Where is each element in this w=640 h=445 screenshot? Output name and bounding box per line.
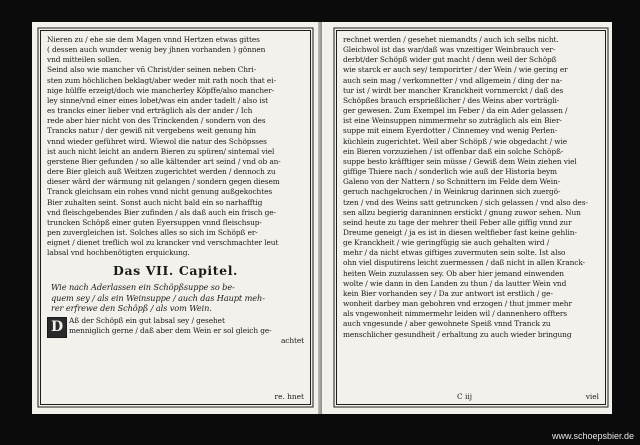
text-line: rede aber hier nicht von des Trinckenden / sondern von des xyxy=(47,116,266,126)
text-line: giffige Thiere nach / sonderlich wie auß der Historia beym xyxy=(343,167,557,177)
text-line: auch sein mag / verkomnetter / vnd allgemein / ding der na- xyxy=(343,75,563,85)
text-line: mehr / da nicht etwas giftiges zuvermuten sein solte. Ist also xyxy=(343,248,566,258)
text-line: achtet xyxy=(280,336,304,346)
text-line: Gleichwol ist das war/daß was vnzeitiger Weinbrauch ver- xyxy=(343,45,556,55)
text-line: ger gewesen. Zum Exempel im Feber / da ein Ader gelassen / xyxy=(343,106,568,116)
right-page xyxy=(322,22,612,414)
text-line: sen allzu begierig daraninnen erstickt / gnung zuwor sehen. Nun xyxy=(343,207,581,217)
left-page xyxy=(32,22,322,414)
text-line: Galeno von der Nattern / so Schnittern im Felde dem Wein- xyxy=(343,177,561,187)
text-line: ley sinne/vnd einer eines lobet/was ein ander tadelt / also ist xyxy=(47,95,269,105)
text-line: sten zum höchlichen beklagt/aber weder mit rath noch that ei- xyxy=(47,75,276,85)
text-line: heiten Wein zuzulassen sey. Ob aber hier jemand einwenden xyxy=(343,268,564,278)
text-line: als vngewonheit nimmermehr leiden wil / dannenhero offters xyxy=(343,309,567,319)
text-line: labsal vnd hochbenötigten erquickung. xyxy=(47,248,190,258)
text-line: wie starck er auch sey/ temporirter / der Wein / wie gering er xyxy=(343,65,568,75)
catchword: viel xyxy=(585,392,599,401)
text-line: gerstene Bier gefunden / so alle kältender art seind / vnd ob an- xyxy=(47,156,281,166)
right-page-frame xyxy=(336,30,606,405)
text-line: wolte / wie dann in den Landen zu thun / da lautter Wein vnd xyxy=(343,278,567,288)
text-line: dere Bier gleich auß Weitzen zugerichtet werden / dennoch zu xyxy=(47,167,276,177)
chapter-heading-line: rer erfrewe den Schöpß / als vom Wein. xyxy=(51,303,212,314)
text-line: derbt/der Schöpß wider gut macht / denn weil der Schöpß xyxy=(343,55,557,65)
text-line: geruch nachgekrochen / in Weinkrug darinnen sich zuergö- xyxy=(343,187,561,197)
text-line: Bier zuhalten seint. Sonst auch nicht bald ein so narhafftig xyxy=(47,197,263,207)
text-line: küchlein zugerichtet. Weil aber Schöpß / wie obgedacht / wie xyxy=(343,136,567,146)
text-line: es trancks einer lieber vnd erträglich als der ander / Ich xyxy=(47,106,253,116)
chapter-title: Das VII. Capitel. xyxy=(113,263,238,279)
signature-mark: C iij xyxy=(457,392,473,401)
right-page-text xyxy=(343,35,599,340)
text-line: Nieren zu / ehe sie dem Magen vnnd Hertzen etwas gittes xyxy=(47,35,260,44)
chapter-heading-line: Wie nach Aderlassen ein Schöpßsuppe so be- xyxy=(51,282,235,293)
text-line: Tranck gleichsam ein rohes vnnd nicht genung außgekochtes xyxy=(47,187,273,197)
text-line: menschlicher gesundheit / erhaltung zu auch wieder bringung xyxy=(343,329,572,339)
text-line: rechnet werden / gesehet niemandts / auch ich selbs nicht. xyxy=(343,35,559,44)
text-line: Schöpßes brauch ersprießlicher / des Weins aber vorträgli- xyxy=(343,95,560,105)
text-line: vnnd wieder geführet wird. Wiewol die natur des Schöpsses xyxy=(47,136,267,146)
text-line: ist eine Weinsuppen nimmermehr so zuträglich als ein Bier- xyxy=(343,116,562,126)
text-line: tur ist / wirdt ber mancher Kranckheit vornmerckt / daß des xyxy=(343,85,564,95)
text-line: ( dessen auch wunder wenig bey jhnen vorhanden ) gönnen xyxy=(47,45,266,55)
text-line: pen zuvergleichen ist. Solches alles so sich im Schöpß er- xyxy=(47,227,258,237)
text-line: Dreume geneigt / ja es ist in diesen weltfieber fast keine gehlin- xyxy=(343,227,577,237)
text-line: wonheit darbey man gebohren vnd erzogen / thut jmmer mehr xyxy=(343,299,572,309)
text-line: eignet / dienet treflich wol zu krancker vnd verschmachter leut xyxy=(47,238,279,248)
left-page-frame xyxy=(40,30,311,405)
text-line: ist auch nicht leicht an andern Bieren zu spüren/ sintemal viel xyxy=(47,146,275,156)
text-line: seind heute zu tage der mehrer theil Feber alle giffig vnnd zur xyxy=(343,217,572,227)
text-line: truncken Schöpß einer guten Eyersuppen vnnd fleischsup- xyxy=(47,217,262,227)
website-watermark: www.schoepsbier.de xyxy=(551,431,634,441)
text-line: vnd mitteilen sollen. xyxy=(47,55,122,65)
text-line: auch vngesunde / aber gewohnete Speiß vnnd Tranck zu xyxy=(343,319,551,329)
left-page-text xyxy=(47,35,304,346)
text-line: vnd fleischgebendes Bier zufinden / als daß auch ein frisch ge- xyxy=(47,207,276,217)
text-line: nige hülffe erzeigt/doch wie mancherley Köpffe/also mancher- xyxy=(47,85,275,95)
catchword: re. hnet xyxy=(274,392,304,401)
text-line: tzen / vnd des Weins satt getruncken / sich gelassen / vnd also des- xyxy=(343,197,588,207)
text-line: menniglich gerne / daß aber dem Wein er sol gleich ge- xyxy=(69,326,272,336)
text-line: ohn viel disputirens leicht zuermessen / daß nicht in allen Kranck- xyxy=(343,258,585,268)
text-line: kein Bier vorhanden sey / Da zur antwort ist erstlich / ge- xyxy=(343,288,553,298)
text-line: suppe besto kräfftiger sein müsse / Gewiß dem Wein ziehen viel xyxy=(343,156,577,166)
text-line: ein Bieren vorzuziehen / ist offenbar daß ein solche Schöpß- xyxy=(343,146,564,156)
text-line: Trancks natur / der gewiß nit vergebens weit genung hin xyxy=(47,126,256,136)
text-line: suppe mit einem Eyerdotter / Cinnemey vnd wenig Perlen- xyxy=(343,126,558,136)
dropcap-letter: D xyxy=(47,317,67,338)
text-line: Seind also wie mancher vñ Christ/der seinen neben Chri- xyxy=(47,65,257,75)
dropcap-paragraph xyxy=(47,316,304,346)
text-line: dieser wärd der wärmung nit gelangen / sondern gegen diesem xyxy=(47,177,280,187)
chapter-heading-line: quem sey / als ein Weinsuppe / auch das Haupt meh- xyxy=(51,292,265,303)
text-line: Aß der Schöpß ein gut labsal sey / gesehet xyxy=(69,315,225,325)
text-line: ge Kranckheit / wie geringfügig sie auch gehalten wird / xyxy=(343,238,550,248)
